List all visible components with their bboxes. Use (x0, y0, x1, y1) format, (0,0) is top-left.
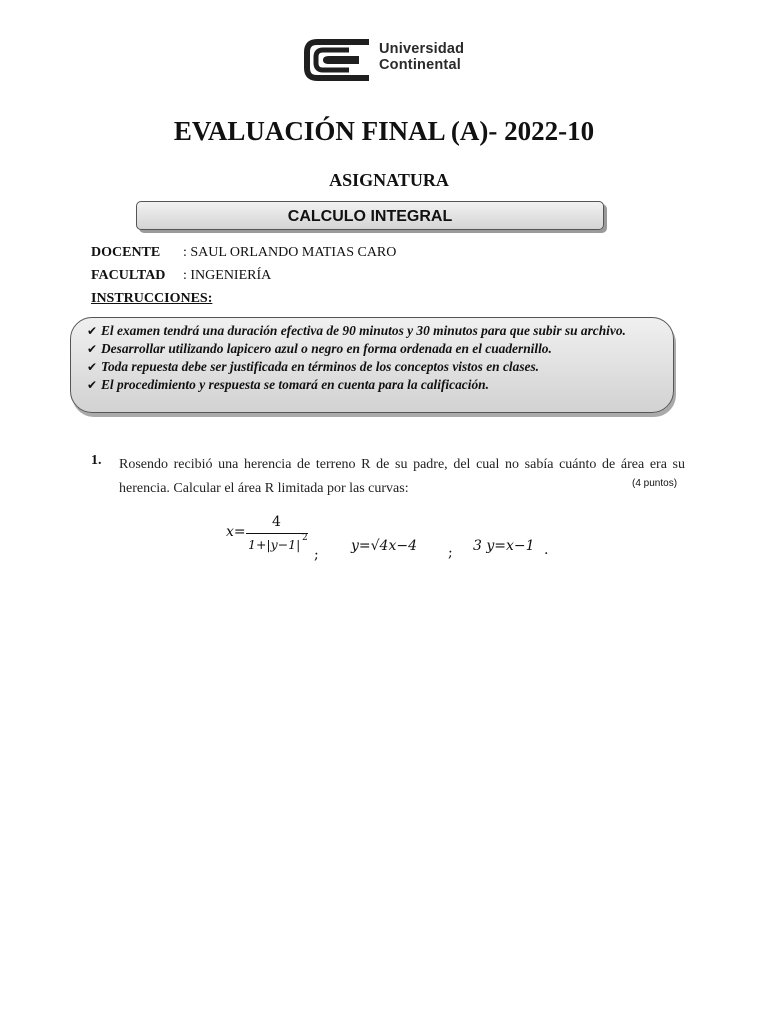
docente-row (91, 245, 396, 261)
instruction-item: ✔ El procedimiento y respuesta se tomará en cuenta para la calificación. (87, 377, 489, 392)
facultad-value: : INGENIERÍA (183, 268, 272, 283)
question-points: (4 puntos) (632, 478, 678, 489)
logo-line-2: Continental (379, 57, 461, 73)
facultad-row (91, 268, 271, 284)
logo-text (379, 41, 464, 73)
question-number: 1. (91, 453, 102, 468)
eq1-denominator: 1+|y−1| (248, 537, 301, 552)
university-logo (303, 38, 483, 82)
eq2: y=√4x−4 (351, 538, 418, 554)
university-logo-icon (303, 38, 373, 82)
exam-title: EVALUACIÓN FINAL (A)- 2022-10 (173, 116, 595, 146)
separator: ; (314, 547, 319, 563)
checkmark-icon: ✔ (87, 342, 98, 356)
docente-value: : SAUL ORLANDO MATIAS CARO (183, 245, 397, 260)
checkmark-icon: ✔ (87, 360, 98, 374)
instruction-item: ✔ Toda repuesta debe ser justificada en términos de los conceptos vistos en clases. (87, 359, 540, 374)
eq1-lhs: x= (226, 524, 246, 540)
instructions-label: INSTRUCCIONES: (91, 291, 213, 306)
instructions-box (70, 317, 674, 413)
eq3: 3 y=x−1 (473, 538, 535, 554)
eq1-fraction-bar (246, 533, 308, 534)
instruction-item: ✔ Desarrollar utilizando lapicero azul o negro en forma ordenada en el cuadernillo. (87, 341, 552, 356)
logo-line-1: Universidad (379, 41, 465, 57)
facultad-label: FACULTAD (91, 268, 166, 283)
course-name-box: CALCULO INTEGRAL (136, 201, 604, 230)
instruction-item: ✔ El examen tendrá una duración efectiva de 90 minutos y 30 minutos para que subir su archivo. (87, 323, 626, 338)
eq1-exponent: 2 (302, 533, 308, 543)
question-text: Rosendo recibió una herencia de terreno R de su padre, del cual no sabía cuánto de área era su herencia. Calcular el área R limitada por las curvas: (119, 457, 685, 496)
separator: ; (448, 545, 453, 561)
docente-label: DOCENTE (91, 245, 161, 260)
subject-heading: ASIGNATURA (329, 170, 449, 190)
end-period: . (544, 542, 549, 558)
eq1-numerator: 4 (272, 514, 281, 530)
checkmark-icon: ✔ (87, 324, 98, 338)
checkmark-icon: ✔ (87, 378, 98, 392)
